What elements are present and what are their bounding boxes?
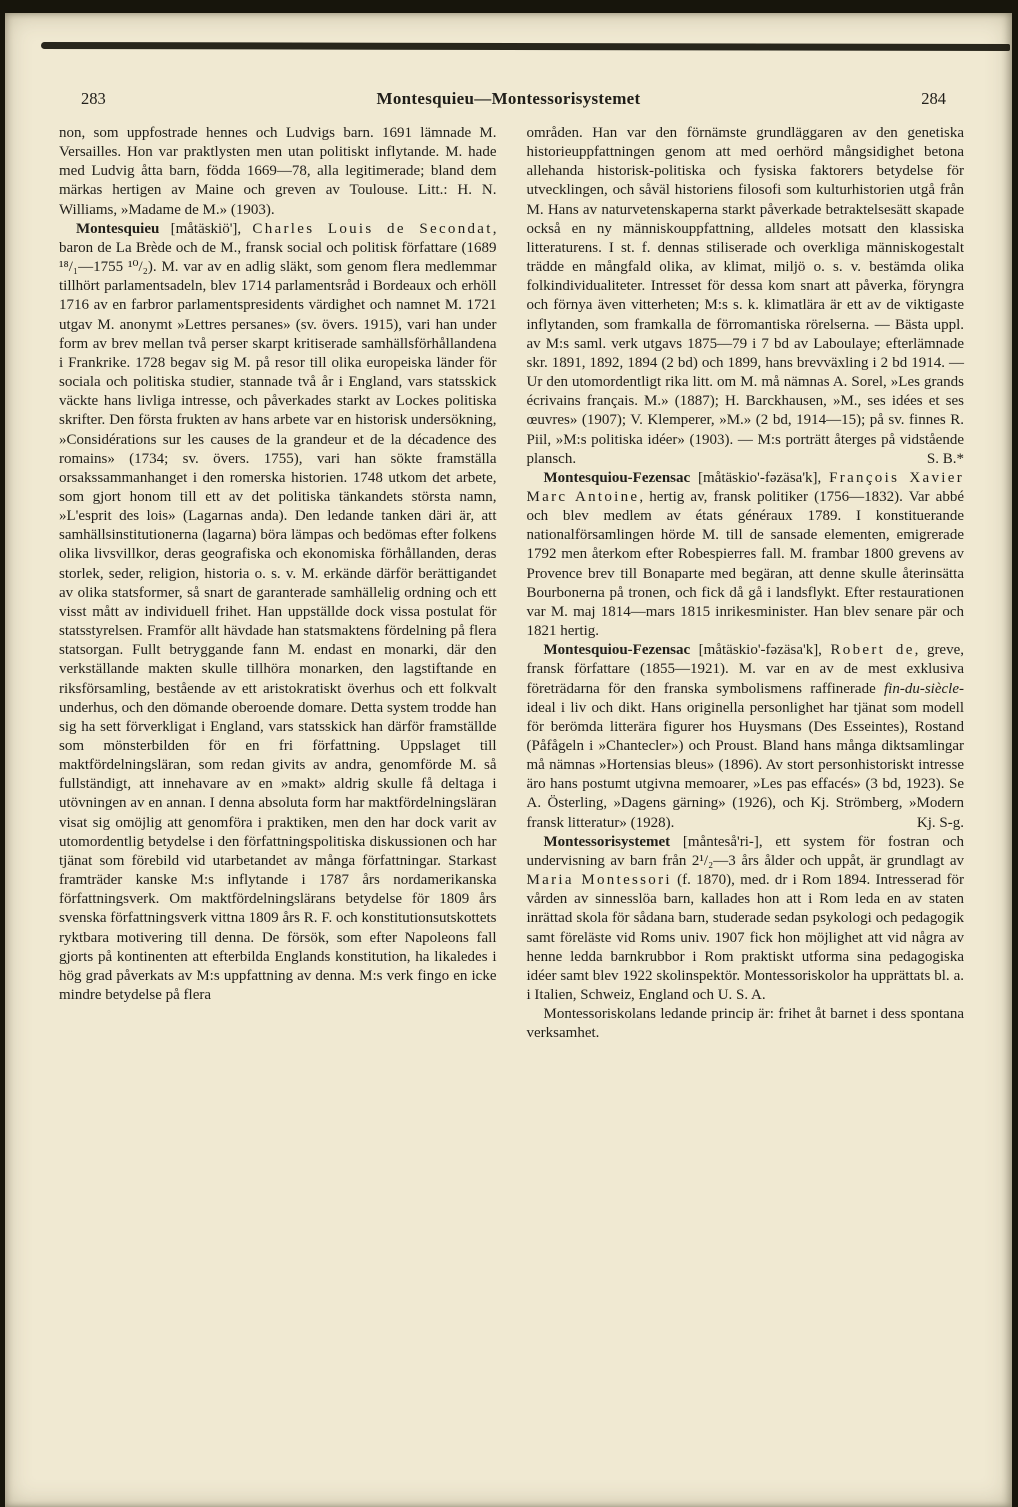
text-run: , hertig av, fransk politiker (1756—1832). Var abbé och blev medlem av états généraux 1789. I konstituerande nationalförsamlingen hörde M. till de sansade elementen, emigrerade 1792 men återkom efter Robespierres fall. M. frambar 1800 grevens av Provence brev till Bonaparte med begäran, att denne skulle återinsätta Bourbonerna på tronen, och fick då gå i landsflykt. Efter restaurationen var M. maj 1814—mars 1815 inrikesminister. Han blev senare pär och 1821 hertig. — [526, 488, 964, 640]
text-columns — [5, 111, 1012, 1470]
text-run: Montessoriskolans ledande princip är: frihet åt barnet i dess spontana verksamhet. — [526, 1006, 964, 1042]
entry-montesquieu — [59, 220, 497, 1005]
column-left — [59, 124, 497, 1470]
page-header — [5, 89, 1012, 111]
text-run: fin-du-siècle — [884, 680, 959, 697]
entry-headword: Montesquiou-Fezensac — [543, 642, 691, 659]
scan-streak-artifact — [41, 42, 1010, 51]
entry-montesquieu-continuation — [527, 124, 965, 469]
text-run: non, som uppfostrade hennes och Ludvigs barn. 1691 lämnade M. Versailles. Hon var praktlysten men utan politiskt inflytande. M. hade med Ludvig åtta barn, födda 1669—78, alla legitimerade; bland dem märkas hertigen av Maine och greven av Toulouse. Litt.: H. N. Williams, »Madame de M.» (1903). — [59, 125, 497, 218]
text-run: [måtäskiö'], — [159, 220, 253, 237]
text-run: (f. 1870), med. dr i Rom 1894. Intresserad för vården av sinnesslöa barn, kallades hon att i Rom leda en av staten inrättad skola för sådana barn, studerade sedan psykologi och pedagogik samt föreläste vid Roms univ. 1907 fick hon möjlighet att vid några av henne ledda barnkrubbor i Rom praktiskt utforma sina pedagogiska idéer samt blev 1922 skolinspektör. Montessoriskolor ha upprättats bl. a. i Italien, Schweiz, England och U. S. A. — [526, 872, 964, 1004]
entry-montesquiou-fezensac-robert — [527, 641, 965, 833]
text-run: [måtäskio'-fəzäsa'k], — [690, 469, 830, 486]
page — [5, 13, 1012, 1507]
continuation-paragraph — [59, 124, 497, 220]
column-right — [527, 124, 965, 1470]
entry-montesquiou-fezensac-francois — [527, 469, 965, 641]
text-run: [måtäskio'-fəzäsa'k], — [690, 642, 831, 659]
page-number-left: 283 — [81, 89, 106, 108]
text-run: Maria Montessori — [526, 872, 672, 889]
text-run: , baron de La Brède och de M., fransk social och politisk författare (1689 ¹⁸/₁—1755 ¹⁰/₂). M. var av en adlig släkt, som genom flera medlemmar tillhört parlamentsadeln, blev 1714 parlamentsråd i Bordeaux och erhöll 1716 av en farbror parlamentspresidents värdighet och namnet M. 1721 utgav M. anonymt »Lettres persanes» (sv. övers. 1915), vari han under form av brev mellan två perser skarpt kritiserade samhällsförhållandena i Frankrike. 1728 begav sig M. på resor till olika europeiska länder för sociala och politiska studier, stannade två år i England, vars statsskick väckte hans livliga intresse, och påverkades starkt av Lockes politiska skrifter. Den första frukten av hans arbete var en historisk undersökning, »Considérations sur les causes de la grandeur et de la décadence des romains» (1734; sv. övers. 1755), vari han sökte framställa orsakssammanhanget i den romerska historien. 1748 utkom det arbete, som gjort honom till ett av det politiska tänkandets största namn, »L'esprit des lois» (Lagarnas anda). Den ledande tanken däri är, att samhällsinstitutionerna (lagarna) böra lämpas och bedömas efter folkens olika livsvillkor, deras geografiska och ekonomiska förhållanden, deras storlek, seder, religion, historia o. s. v. M. erkände därför berättigandet av olika statsformer, så snart de garanterade samhällelig ordning och ett visst mått av individuell frihet. Han uppställde dock vissa postulat för statsstyrelsen. Framför allt hävdade han statsmaktens fördelning på flera statsorgan. Fullt betryggande fann M. endast en monarki, där den verkställande makten skulle tillhöra monarken, den lagstiftande en riksförsamling, bestående av ett aristokratiskt överhus och ett folkvalt underhus, och den dömande oberoende domare. Detta system trodde han sig ha sett förverkligat i England, vars statsskick han därför framställde som mönsterbilden för en fri författning. Uppslaget till maktfördelningsläran, som redan givits av andra, genomförde M. så fullständigt, att innehavare av en »makt» aldrig skulle få deltaga i utövningen av en annan. I denna absoluta form har maktfördelningsläran visat sig omöjlig att genomföra i praktiken, men den har dock varit av utomordentlig betydelse i den författningspolitiska diskussionen och har tjänat som förebild vid utarbetandet av många författningar. Starkast framträder kanske M:s inflytande i 1787 års nordamerikanska författningsverk. Om maktfördelningslärans betydelse för 1809 års svenska författningsverk vittna 1809 års R. F. och konstitutionsutskottets ryktbara motivering till denna. De försök, som efter Napoleons fall gjorts på kontinenten att efterbilda Englands konstitution, ha likaledes i hög grad påverkats av M:s uppfattning av denna. M:s verk fingo en icke mindre betydelse på flera — [59, 220, 497, 1004]
text-run: , greve, fransk författare (1855—1921). M. var en av de mest exklusiva företrädarna för den franska symbolismens raffinerade — [526, 642, 965, 697]
entry-montessorisystemet — [527, 833, 965, 1005]
author-signature: Kj. S-g. — [916, 814, 964, 831]
text-run: [månteså'ri-], ett system för fostran och undervisning av barn från 2¹/₂—3 års ålder och uppåt, är grundlagt av — [526, 833, 964, 869]
author-signature: S. B.* — [926, 450, 964, 467]
text-run: Robert de — [830, 642, 915, 659]
entry-headword: Montessorisystemet — [543, 833, 671, 850]
page-title: Montesquieu—Montessorisystemet — [376, 89, 641, 108]
entry-headword: Montesquiou-Fezensac — [543, 469, 691, 486]
entry-montessori-principle — [527, 1005, 965, 1043]
text-run: François Xavier Marc Antoine — [526, 469, 964, 505]
page-number-right: 284 — [921, 89, 946, 108]
entry-headword: Montesquieu — [76, 220, 160, 237]
text-run: områden. Han var den förnämste grundläggaren av den genetiska historieuppfattningen genom att med oerhörd mångsidighet betona allehanda historisk-politiska och fysiska faktorers betydelse för utvecklingen, och såväl historiens filosofi som kulturhistorien utgå från M. Hans av naturvetenskaperna starkt påverkade betraktelsesätt skapade också en ny människouppfattning, alldeles motsatt den klassiska litteraturens. I st. f. dennas stiliserade och overkliga människogestalt trädde en mångfald olika, av klimat, miljö o. s. v. bestämda olika folkindividualiteter. Intresset för dessa kom snart att påverka, föryngra och förnya även vitterheten; M:s s. k. klimatlära är ett av de viktigaste inflytanden, som framkalla de förromantiska rörelserna. — Bästa uppl. av M:s saml. verk utgavs 1875—79 i 7 bd av Laboulaye; efterlämnade skr. 1891, 1892, 1894 (2 bd) och 1899, hans brevväxling i 2 bd 1914. — Ur den utomordentligt rika litt. om M. må nämnas A. Sorel, »Les grands écrivains français. M.» (1887); H. Barckhausen, »M., ses idées et ses œuvres» (1907); V. Klemperer, »M.» (2 bd, 1914—15); på sv. finnes R. Piil, »M:s politiska idéer» (1903). — M:s porträtt återges på vidstående plansch. — [526, 125, 964, 467]
text-run: Charles Louis de Secondat — [252, 220, 493, 237]
text-run: -ideal i liv och dikt. Hans originella personlighet har tjänat som modell för berömda litterära figurer hos Huysmans (Des Esseintes), Rostand (Påfågeln i »Chantecler») och Proust. Bland hans många diktsamlingar må nämnas »Hortensias bleus» (1896). Av stort personhistoriskt intresse äro hans postumt utgivna memoarer, »Les pas effacés» (3 bd, 1923). Se A. Österling, »Dagens gärning» (1926), och Kj. Strömberg, »Modern fransk litteratur» (1928). — [526, 680, 964, 831]
